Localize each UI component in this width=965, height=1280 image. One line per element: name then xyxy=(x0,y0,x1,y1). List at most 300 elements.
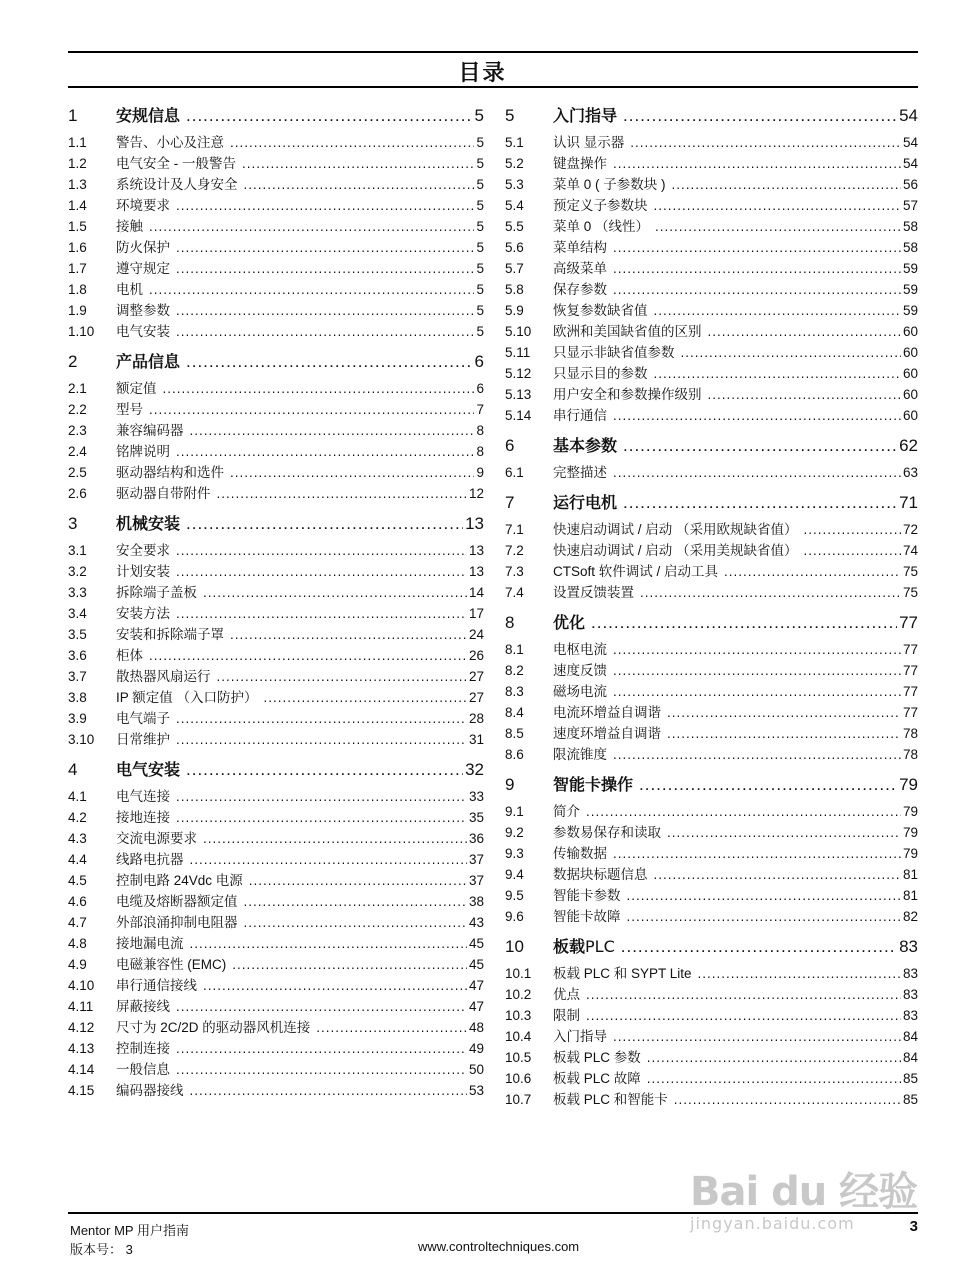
entry-page: 37 xyxy=(468,852,484,867)
entry-number: 7.1 xyxy=(505,522,524,537)
entry-title: 简介 xyxy=(553,804,580,819)
toc-entry[interactable] xyxy=(68,195,484,216)
entry-number: 10.5 xyxy=(505,1050,532,1065)
toc-entry[interactable] xyxy=(505,321,918,342)
entry-number: 3.7 xyxy=(68,669,87,684)
entry-title: 电流环增益自调谐 xyxy=(553,705,661,720)
toc-entry[interactable] xyxy=(505,519,918,540)
entry-number: 9.2 xyxy=(505,825,524,840)
entry-title: 用户安全和参数操作级别 xyxy=(553,387,702,402)
entry-page: 85 xyxy=(902,1071,918,1086)
entry-page: 83 xyxy=(902,966,918,981)
entry-title: 型号 xyxy=(116,402,143,417)
entry-number: 1.4 xyxy=(68,198,87,213)
toc-entry[interactable] xyxy=(505,1026,918,1047)
entry-number: 3.1 xyxy=(68,543,87,558)
toc-entry[interactable] xyxy=(68,912,484,933)
footer-doc-title: Mentor MP 用户指南 xyxy=(70,1223,189,1238)
toc-entry[interactable] xyxy=(505,195,918,216)
entry-number: 5.1 xyxy=(505,135,524,150)
toc-left-column xyxy=(68,100,484,1101)
chapter-title: 基本参数 xyxy=(553,436,618,455)
entry-number: 5.6 xyxy=(505,240,524,255)
toc-chapter[interactable] xyxy=(68,346,484,378)
chapter-number: 9 xyxy=(505,775,515,794)
entry-number: 1.7 xyxy=(68,261,87,276)
toc-entry[interactable] xyxy=(505,237,918,258)
page-number: 3 xyxy=(909,1218,918,1235)
entry-title: 传输数据 xyxy=(553,846,607,861)
toc-entry[interactable] xyxy=(505,174,918,195)
leader-dots xyxy=(203,828,467,849)
entry-title: 拆除端子盖板 xyxy=(116,585,197,600)
entry-page: 79 xyxy=(902,804,918,819)
toc-entry[interactable] xyxy=(68,483,484,504)
chapter-page: 83 xyxy=(899,937,918,956)
entry-page: 13 xyxy=(468,564,484,579)
entry-page: 7 xyxy=(476,402,484,417)
entry-page: 60 xyxy=(902,366,918,381)
toc-entry[interactable] xyxy=(505,885,918,906)
entry-number: 5.8 xyxy=(505,282,524,297)
toc-entry[interactable] xyxy=(68,153,484,174)
top-rule xyxy=(68,51,918,53)
chapter-page: 54 xyxy=(899,106,918,125)
entry-page: 83 xyxy=(902,987,918,1002)
toc-entry[interactable] xyxy=(505,702,918,723)
leader-dots xyxy=(654,864,901,885)
toc-entry[interactable] xyxy=(505,405,918,426)
leader-dots xyxy=(242,153,474,174)
entry-number: 4.9 xyxy=(68,957,87,972)
entry-title: 智能卡参数 xyxy=(553,888,621,903)
entry-number: 8.6 xyxy=(505,747,524,762)
toc-entry[interactable] xyxy=(68,687,484,708)
entry-number: 4.1 xyxy=(68,789,87,804)
toc-entry[interactable] xyxy=(505,801,918,822)
toc-entry[interactable] xyxy=(68,645,484,666)
entry-page: 63 xyxy=(902,465,918,480)
chapter-title-suffix: PLC xyxy=(585,937,615,956)
toc-entry[interactable] xyxy=(68,462,484,483)
entry-page: 5 xyxy=(476,303,484,318)
entry-number: 10.6 xyxy=(505,1071,532,1086)
toc-entry[interactable] xyxy=(68,399,484,420)
entry-page: 35 xyxy=(468,810,484,825)
entry-page: 83 xyxy=(902,1008,918,1023)
entry-page: 54 xyxy=(902,135,918,150)
entry-number: 1.8 xyxy=(68,282,87,297)
entry-number: 3.10 xyxy=(68,732,95,747)
chapter-number: 3 xyxy=(68,514,78,533)
entry-page: 5 xyxy=(476,135,484,150)
leader-dots xyxy=(163,378,475,399)
chapter-page: 62 xyxy=(899,436,918,455)
toc-entry[interactable] xyxy=(68,216,484,237)
entry-title: 兼容编码器 xyxy=(116,423,184,438)
toc-entry[interactable] xyxy=(505,132,918,153)
toc-entry[interactable] xyxy=(505,1047,918,1068)
leader-dots xyxy=(613,405,901,426)
toc-entry[interactable] xyxy=(505,660,918,681)
toc-entry[interactable] xyxy=(505,363,918,384)
leader-dots xyxy=(613,258,901,279)
toc-right-column xyxy=(505,100,918,1110)
toc-entry[interactable] xyxy=(505,963,918,984)
entry-page: 77 xyxy=(902,684,918,699)
entry-page: 8 xyxy=(476,423,484,438)
entry-number: 5.11 xyxy=(505,345,531,360)
entry-title: 菜单 0 （线性） xyxy=(553,219,650,234)
entry-page: 84 xyxy=(902,1029,918,1044)
footer-website[interactable]: www.controltechniques.com xyxy=(418,1239,580,1254)
entry-page: 60 xyxy=(902,408,918,423)
entry-number: 8.2 xyxy=(505,663,524,678)
entry-page: 82 xyxy=(902,909,918,924)
chapter-number: 4 xyxy=(68,760,78,779)
toc-chapter[interactable] xyxy=(505,607,918,639)
leader-dots xyxy=(681,342,901,363)
leader-dots xyxy=(176,708,467,729)
toc-entry[interactable] xyxy=(68,441,484,462)
entry-title: 额定值 xyxy=(116,381,157,396)
toc-entry[interactable] xyxy=(505,384,918,405)
leader-dots xyxy=(623,100,897,132)
toc-entry[interactable] xyxy=(68,1080,484,1101)
leader-dots xyxy=(647,1047,901,1068)
leader-dots xyxy=(176,1038,467,1059)
toc-entry[interactable] xyxy=(68,996,484,1017)
watermark-url: jingyan.baidu.com xyxy=(690,1214,855,1233)
leader-dots xyxy=(698,963,901,984)
entry-page: 45 xyxy=(468,957,484,972)
entry-page: 27 xyxy=(468,669,484,684)
chapter-number: 5 xyxy=(505,106,515,125)
chapter-title: 机械安装 xyxy=(116,514,181,533)
leader-dots xyxy=(621,931,897,963)
entry-title: 屏蔽接线 xyxy=(116,999,170,1014)
entry-title: 参数易保存和读取 xyxy=(553,825,661,840)
entry-title: 高级菜单 xyxy=(553,261,607,276)
entry-title: 交流电源要求 xyxy=(116,831,197,846)
entry-page: 28 xyxy=(468,711,484,726)
toc-entry[interactable] xyxy=(68,666,484,687)
entry-title: 预定义子参数块 xyxy=(553,198,648,213)
entry-page: 27 xyxy=(468,690,484,705)
entry-page: 56 xyxy=(902,177,918,192)
toc-entry[interactable] xyxy=(68,603,484,624)
entry-number: 5.5 xyxy=(505,219,524,234)
entry-page: 14 xyxy=(468,585,484,600)
entry-number: 1.2 xyxy=(68,156,87,171)
leader-dots xyxy=(232,954,467,975)
toc-chapter[interactable] xyxy=(505,769,918,801)
entry-number: 2.2 xyxy=(68,402,87,417)
entry-page: 77 xyxy=(902,642,918,657)
entry-page: 5 xyxy=(476,198,484,213)
entry-title: 控制电路 24Vdc 电源 xyxy=(116,873,243,888)
entry-title: 恢复参数缺省值 xyxy=(553,303,648,318)
toc-entry[interactable] xyxy=(68,624,484,645)
entry-page: 49 xyxy=(468,1041,484,1056)
entry-page: 6 xyxy=(476,381,484,396)
toc-entry[interactable] xyxy=(505,216,918,237)
leader-dots xyxy=(586,801,901,822)
entry-page: 78 xyxy=(902,747,918,762)
leader-dots xyxy=(627,885,901,906)
toc-entry[interactable] xyxy=(505,1089,918,1110)
entry-title: 接地连接 xyxy=(116,810,170,825)
entry-page: 26 xyxy=(468,648,484,663)
entry-number: 7.2 xyxy=(505,543,524,558)
toc-entry[interactable] xyxy=(505,540,918,561)
toc-entry[interactable] xyxy=(68,1017,484,1038)
entry-number: 4.5 xyxy=(68,873,87,888)
entry-number: 5.12 xyxy=(505,366,532,381)
entry-page: 45 xyxy=(468,936,484,951)
toc-entry[interactable] xyxy=(68,849,484,870)
entry-page: 77 xyxy=(902,705,918,720)
toc-entry[interactable] xyxy=(505,639,918,660)
entry-number: 10.2 xyxy=(505,987,532,1002)
entry-title: 板载 PLC 和 SYPT Lite xyxy=(553,966,692,981)
chapter-page: 32 xyxy=(465,760,484,779)
entry-number: 10.1 xyxy=(505,966,532,981)
chapter-number: 8 xyxy=(505,613,515,632)
entry-page: 38 xyxy=(468,894,484,909)
toc-entry[interactable] xyxy=(68,891,484,912)
toc-entry[interactable] xyxy=(505,864,918,885)
toc-entry[interactable] xyxy=(68,378,484,399)
toc-chapter[interactable] xyxy=(505,430,918,462)
entry-page: 47 xyxy=(468,978,484,993)
entry-title: 外部浪涌抑制电阻器 xyxy=(116,915,238,930)
toc-chapter[interactable] xyxy=(68,754,484,786)
chapter-number: 6 xyxy=(505,436,515,455)
leader-dots xyxy=(613,639,901,660)
entry-page: 60 xyxy=(902,345,918,360)
leader-dots xyxy=(724,561,901,582)
entry-number: 4.10 xyxy=(68,978,95,993)
leader-dots xyxy=(203,975,467,996)
toc-entry[interactable] xyxy=(68,258,484,279)
entry-page: 12 xyxy=(468,486,484,501)
entry-title: 认识 显示器 xyxy=(553,135,625,150)
leader-dots xyxy=(176,1059,467,1080)
toc-entry[interactable] xyxy=(68,1059,484,1080)
toc-entry[interactable] xyxy=(68,729,484,750)
entry-title: 警告、小心及注意 xyxy=(116,135,224,150)
toc-entry[interactable] xyxy=(68,807,484,828)
toc-entry[interactable] xyxy=(68,561,484,582)
toc-entry[interactable] xyxy=(505,582,918,603)
entry-number: 7.4 xyxy=(505,585,524,600)
leader-dots xyxy=(186,754,463,786)
entry-page: 5 xyxy=(476,240,484,255)
entry-title: 优点 xyxy=(553,987,580,1002)
leader-dots xyxy=(176,807,467,828)
toc-entry[interactable] xyxy=(68,279,484,300)
toc-entry[interactable] xyxy=(505,561,918,582)
entry-page: 59 xyxy=(902,303,918,318)
entry-number: 3.6 xyxy=(68,648,87,663)
toc-entry[interactable] xyxy=(505,723,918,744)
entry-page: 48 xyxy=(468,1020,484,1035)
entry-number: 3.5 xyxy=(68,627,87,642)
entry-number: 4.7 xyxy=(68,915,87,930)
entry-number: 9.4 xyxy=(505,867,524,882)
entry-title: 入门指导 xyxy=(553,1029,607,1044)
chapter-title: 运行电机 xyxy=(553,493,618,512)
entry-page: 59 xyxy=(902,261,918,276)
leader-dots xyxy=(176,195,474,216)
entry-page: 24 xyxy=(468,627,484,642)
entry-title: 设置反馈装置 xyxy=(553,585,634,600)
entry-title: 电气连接 xyxy=(116,789,170,804)
entry-page: 13 xyxy=(468,543,484,558)
entry-title: 速度环增益自调谐 xyxy=(553,726,661,741)
entry-number: 2.3 xyxy=(68,423,87,438)
entry-page: 5 xyxy=(476,177,484,192)
footer-version: 版本号： 3 xyxy=(70,1242,133,1257)
entry-page: 72 xyxy=(902,522,918,537)
leader-dots xyxy=(672,174,901,195)
toc-entry[interactable] xyxy=(505,279,918,300)
toc-entry[interactable] xyxy=(68,540,484,561)
entry-title: 系统设计及人身安全 xyxy=(116,177,238,192)
toc-entry[interactable] xyxy=(68,786,484,807)
leader-dots xyxy=(217,666,467,687)
leader-dots xyxy=(190,1080,467,1101)
entry-page: 9 xyxy=(476,465,484,480)
entry-title: 板载 PLC 参数 xyxy=(553,1050,641,1065)
toc-entry[interactable] xyxy=(505,984,918,1005)
toc-entry[interactable] xyxy=(68,975,484,996)
entry-page: 5 xyxy=(476,261,484,276)
leader-dots xyxy=(176,258,474,279)
entry-number: 4.6 xyxy=(68,894,87,909)
entry-title: 柜体 xyxy=(116,648,143,663)
leader-dots xyxy=(640,582,901,603)
entry-number: 3.3 xyxy=(68,585,87,600)
entry-title: 磁场电流 xyxy=(553,684,607,699)
entry-page: 36 xyxy=(468,831,484,846)
leader-dots xyxy=(244,912,467,933)
leader-dots xyxy=(804,540,901,561)
entry-page: 5 xyxy=(476,282,484,297)
entry-title: 板载 PLC 和智能卡 xyxy=(553,1092,668,1107)
leader-dots xyxy=(190,849,467,870)
toc-entry[interactable] xyxy=(505,258,918,279)
toc-entry[interactable] xyxy=(68,300,484,321)
leader-dots xyxy=(667,702,901,723)
leader-dots xyxy=(264,687,467,708)
entry-number: 5.7 xyxy=(505,261,524,276)
toc-entry[interactable] xyxy=(505,153,918,174)
chapter-page: 77 xyxy=(899,613,918,632)
entry-number: 3.9 xyxy=(68,711,87,726)
toc-entry[interactable] xyxy=(505,300,918,321)
toc-entry[interactable] xyxy=(505,681,918,702)
toc-entry[interactable] xyxy=(505,843,918,864)
toc-entry[interactable] xyxy=(68,708,484,729)
toc-entry[interactable] xyxy=(68,870,484,891)
entry-title: 电气安装 xyxy=(116,324,170,339)
leader-dots xyxy=(630,132,901,153)
leader-dots xyxy=(217,483,467,504)
toc-entry[interactable] xyxy=(505,822,918,843)
toc-entry[interactable] xyxy=(505,744,918,765)
leader-dots xyxy=(613,462,901,483)
toc-entry[interactable] xyxy=(68,321,484,342)
entry-title: 限流锥度 xyxy=(553,747,607,762)
toc-entry[interactable] xyxy=(68,132,484,153)
entry-title: 快速启动调试 / 启动 （采用欧规缺省值） xyxy=(553,522,798,537)
leader-dots xyxy=(647,1068,901,1089)
toc-chapter[interactable] xyxy=(505,100,918,132)
toc-entry[interactable] xyxy=(68,237,484,258)
leader-dots xyxy=(586,1005,901,1026)
entry-page: 60 xyxy=(902,387,918,402)
toc-entry[interactable] xyxy=(68,933,484,954)
entry-number: 7.3 xyxy=(505,564,524,579)
chapter-page: 13 xyxy=(465,514,484,533)
entry-number: 4.4 xyxy=(68,852,87,867)
entry-number: 4.14 xyxy=(68,1062,95,1077)
watermark-logo-text: Bai du 经验 xyxy=(690,1169,918,1215)
entry-title: 串行通信接线 xyxy=(116,978,197,993)
entry-page: 47 xyxy=(468,999,484,1014)
entry-page: 60 xyxy=(902,324,918,339)
toc-entry[interactable] xyxy=(68,828,484,849)
entry-title: 散热器风扇运行 xyxy=(116,669,211,684)
leader-dots xyxy=(654,363,901,384)
leader-dots xyxy=(613,681,901,702)
toc-entry[interactable] xyxy=(68,174,484,195)
toc-chapter[interactable] xyxy=(505,487,918,519)
entry-title: 编码器接线 xyxy=(116,1083,184,1098)
toc-chapter[interactable] xyxy=(68,508,484,540)
toc-entry[interactable] xyxy=(505,1068,918,1089)
entry-title: 电磁兼容性 (EMC) xyxy=(116,957,227,972)
leader-dots xyxy=(623,487,897,519)
entry-number: 1.1 xyxy=(68,135,87,150)
leader-dots xyxy=(176,561,467,582)
toc-entry[interactable] xyxy=(505,342,918,363)
toc-entry[interactable] xyxy=(505,462,918,483)
toc-entry[interactable] xyxy=(68,582,484,603)
entry-title: 电机 xyxy=(116,282,143,297)
entry-title: 电枢电流 xyxy=(553,642,607,657)
chapter-title: 产品信息 xyxy=(116,352,181,371)
toc-entry[interactable] xyxy=(505,906,918,927)
entry-number: 2.1 xyxy=(68,381,87,396)
toc-entry[interactable] xyxy=(68,1038,484,1059)
toc-entry[interactable] xyxy=(505,1005,918,1026)
entry-title: 一般信息 xyxy=(116,1062,170,1077)
entry-title: 完整描述 xyxy=(553,465,607,480)
leader-dots xyxy=(149,279,474,300)
entry-title: 铭牌说明 xyxy=(116,444,170,459)
toc-chapter[interactable] xyxy=(68,100,484,132)
leader-dots xyxy=(613,237,901,258)
entry-number: 3.8 xyxy=(68,690,87,705)
entry-number: 8.3 xyxy=(505,684,524,699)
toc-entry[interactable] xyxy=(68,420,484,441)
toc-entry[interactable] xyxy=(68,954,484,975)
toc-chapter[interactable] xyxy=(505,931,918,963)
entry-title: 电气端子 xyxy=(116,711,170,726)
